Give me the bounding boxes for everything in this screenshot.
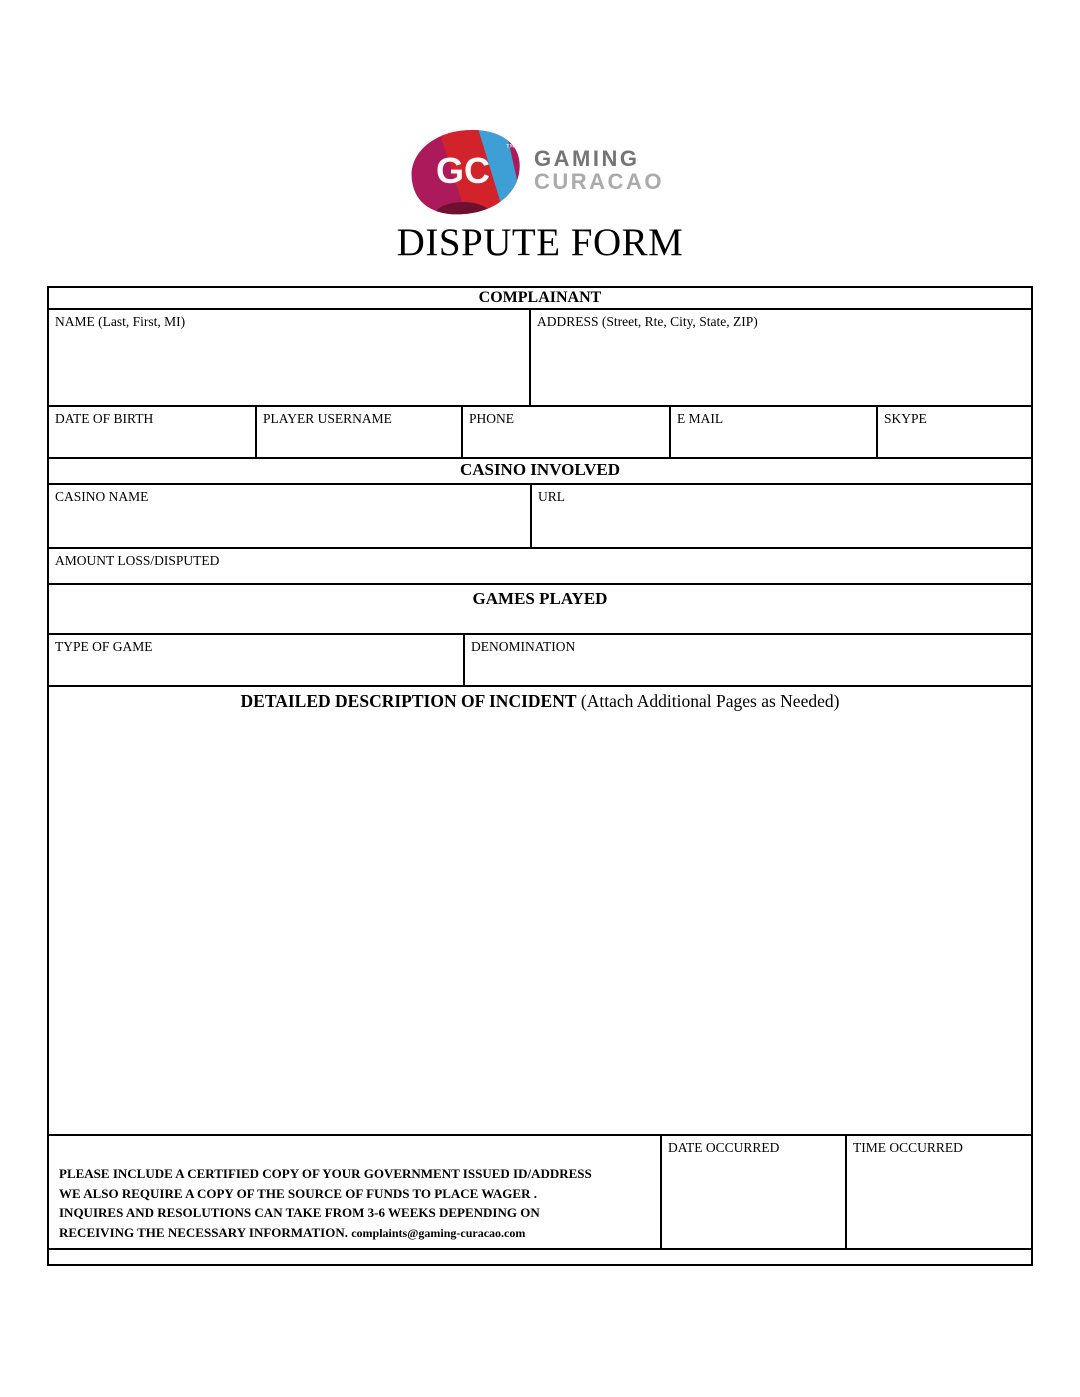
incident-description-section bbox=[49, 687, 1031, 1136]
gc-monogram: GC bbox=[436, 150, 490, 191]
brand-gaming-text: GAMING bbox=[534, 146, 640, 171]
games-played-header-label: GAMES PLAYED bbox=[472, 589, 608, 608]
notice-cell bbox=[49, 1136, 662, 1248]
empty-footer-row bbox=[49, 1250, 1031, 1264]
skype-field[interactable] bbox=[878, 407, 1031, 457]
complainant-header-label: COMPLAINANT bbox=[478, 289, 602, 306]
brand-curacao-text: CURACAO bbox=[534, 169, 664, 194]
complaints-email-text: complaints@gaming-curacao.com bbox=[351, 1225, 526, 1240]
player-username-field[interactable] bbox=[257, 407, 463, 457]
address-field[interactable] bbox=[531, 310, 1031, 405]
casino-name-url-row bbox=[49, 485, 1031, 549]
notice-line-4-text: RECEIVING THE NECESSARY INFORMATION. bbox=[59, 1224, 348, 1240]
denomination-label: DENOMINATION bbox=[471, 639, 576, 654]
url-field[interactable] bbox=[532, 485, 1031, 547]
date-occurred-field[interactable] bbox=[662, 1136, 847, 1248]
email-field[interactable] bbox=[671, 407, 878, 457]
amount-label: AMOUNT LOSS/DISPUTED bbox=[55, 553, 220, 568]
name-field[interactable] bbox=[49, 310, 531, 405]
time-occurred-field[interactable] bbox=[847, 1136, 1031, 1248]
phone-label: PHONE bbox=[469, 411, 515, 426]
type-of-game-label: TYPE OF GAME bbox=[55, 639, 153, 654]
type-of-game-field[interactable] bbox=[49, 635, 465, 685]
notice-line-1: PLEASE INCLUDE A CERTIFIED COPY OF YOUR GOVERNMENT ISSUED ID/ADDRESS bbox=[59, 1166, 592, 1181]
address-field-label: ADDRESS (Street, Rte, City, State, ZIP) bbox=[537, 314, 758, 329]
phone-field[interactable] bbox=[463, 407, 671, 457]
notice-line-3: INQUIRES AND RESOLUTIONS CAN TAKE FROM 3-6 WEEKS DEPENDING ON bbox=[59, 1205, 540, 1220]
page-title: DISPUTE FORM bbox=[396, 221, 684, 264]
email-label: E MAIL bbox=[677, 411, 724, 426]
url-label: URL bbox=[538, 489, 565, 504]
dispute-form-table bbox=[47, 286, 1033, 1266]
player-username-label: PLAYER USERNAME bbox=[263, 411, 392, 426]
gc-pick-icon bbox=[405, 125, 525, 217]
incident-description-header bbox=[49, 687, 1031, 712]
section-header-games-played bbox=[49, 585, 1031, 635]
gaming-curacao-logo bbox=[405, 125, 664, 217]
skype-label: SKYPE bbox=[884, 411, 927, 426]
trademark-symbol: ™ bbox=[506, 142, 515, 152]
time-occurred-label: TIME OCCURRED bbox=[853, 1140, 963, 1155]
denomination-field[interactable] bbox=[465, 635, 1031, 685]
incident-description-field[interactable] bbox=[49, 712, 1031, 1117]
casino-name-label: CASINO NAME bbox=[55, 489, 149, 504]
brand-wordmark bbox=[534, 147, 664, 193]
notice-line-2: WE ALSO REQUIRE A COPY OF THE SOURCE OF FUNDS TO PLACE WAGER . bbox=[59, 1185, 537, 1201]
incident-description-header-bold: DETAILED DESCRIPTION OF INCIDENT bbox=[240, 691, 577, 711]
amount-row bbox=[49, 549, 1031, 585]
casino-name-field[interactable] bbox=[49, 485, 532, 547]
notice-line-4 bbox=[59, 1223, 652, 1244]
name-field-label: NAME (Last, First, MI) bbox=[55, 314, 186, 329]
section-header-casino-involved bbox=[49, 459, 1031, 485]
game-type-row bbox=[49, 635, 1031, 687]
amount-field[interactable] bbox=[49, 549, 1031, 583]
date-of-birth-field[interactable] bbox=[49, 407, 257, 457]
casino-involved-header-label: CASINO INVOLVED bbox=[459, 460, 621, 479]
name-address-row bbox=[49, 310, 1031, 407]
section-header-complainant bbox=[49, 288, 1031, 310]
incident-description-header-note: (Attach Additional Pages as Needed) bbox=[576, 691, 840, 711]
date-occurred-label: DATE OCCURRED bbox=[668, 1140, 780, 1155]
contact-details-row bbox=[49, 407, 1031, 459]
bottom-info-row bbox=[49, 1136, 1031, 1250]
date-of-birth-label: DATE OF BIRTH bbox=[55, 411, 154, 426]
